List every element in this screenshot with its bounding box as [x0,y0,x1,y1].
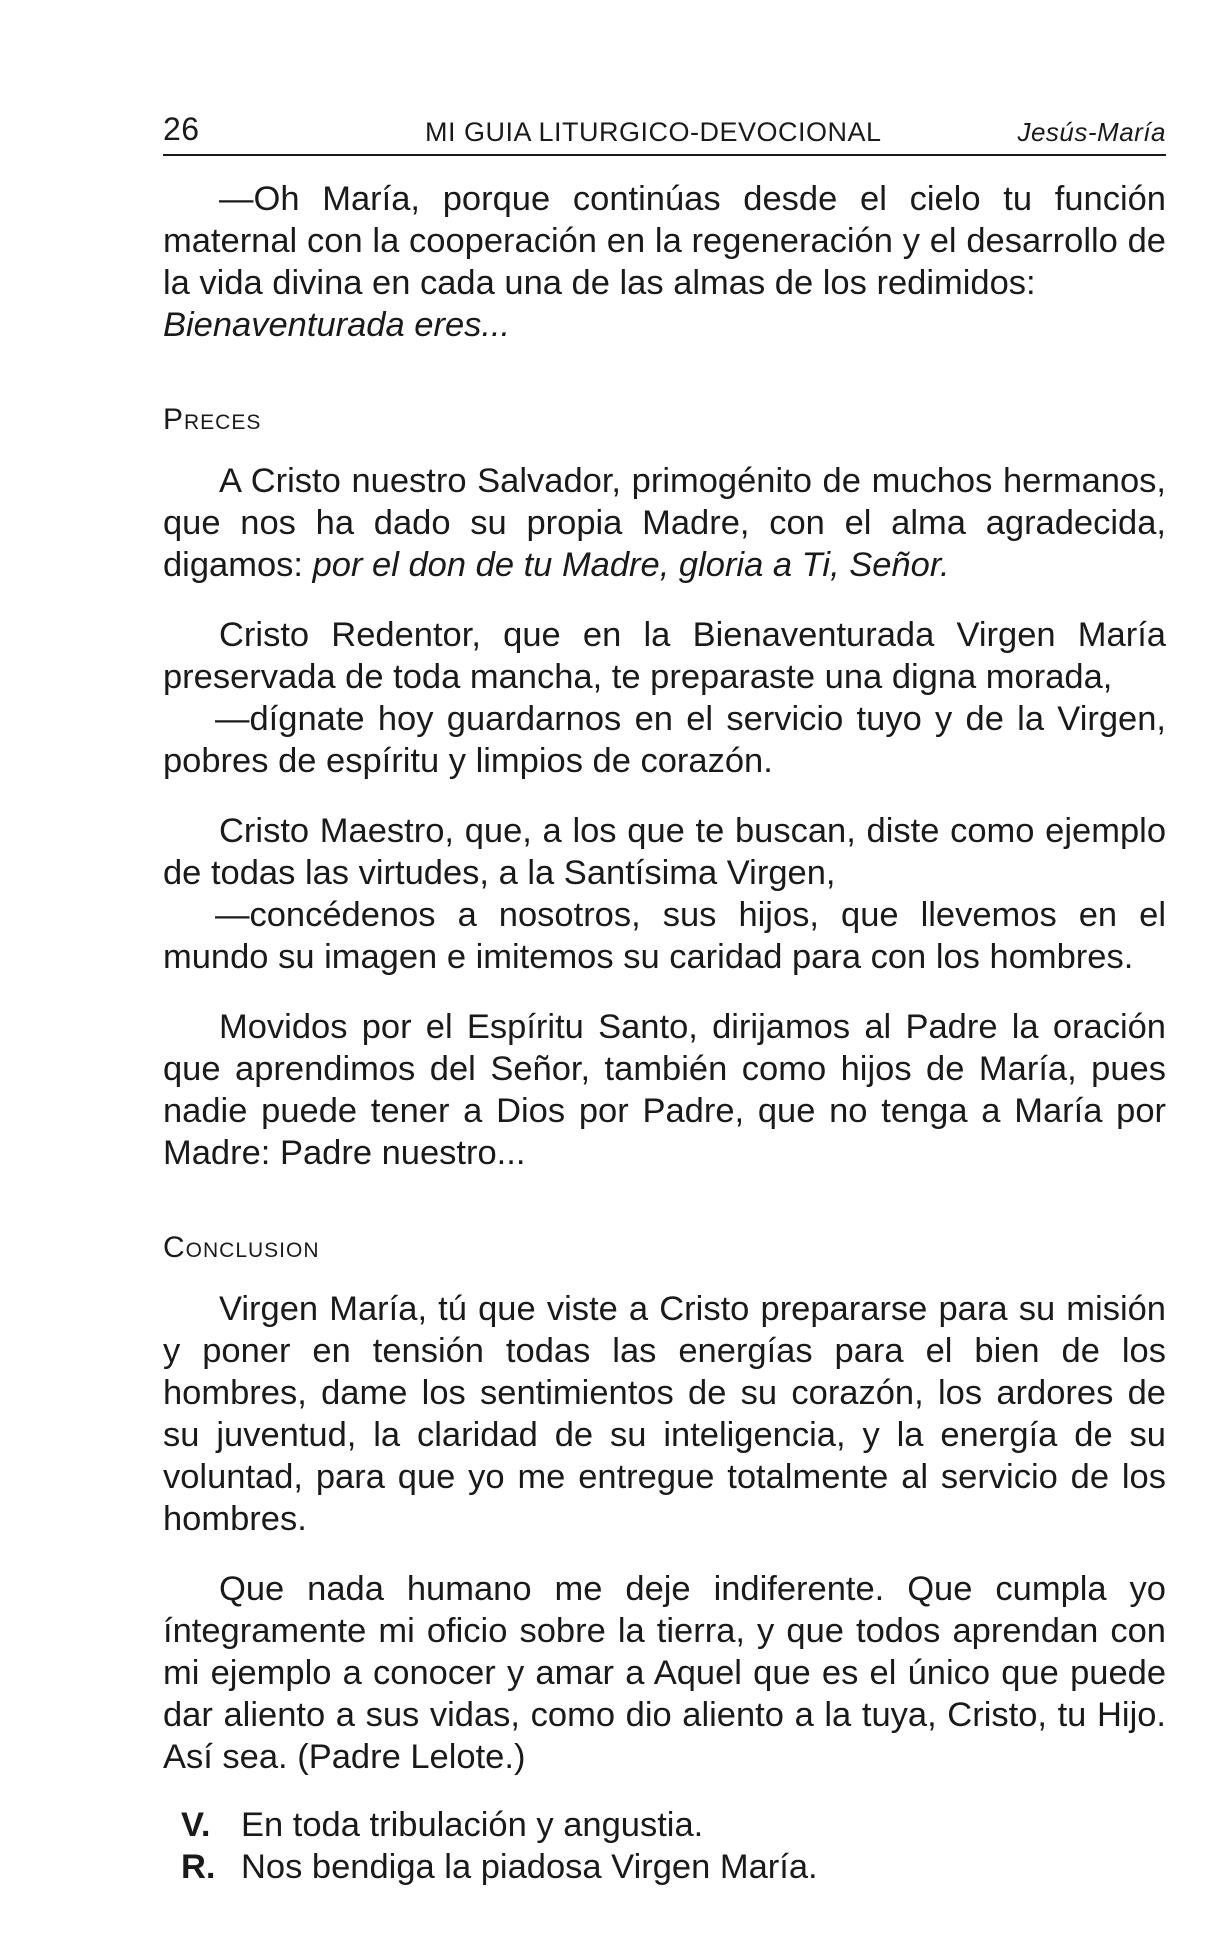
preces-intro-text: A Cristo nuestro Salvador, primogénito de muchos hermanos, que nos ha dado su propia Madre, con el alma agradecida, digamos: [163,462,1166,584]
header-author: Jesús-María [1017,117,1166,147]
section-heading-conclusion: Conclusion [163,1231,320,1264]
preces-intro-response: por el don de tu Madre, gloria a Ti, Señor. [312,546,950,584]
petition-2-text: Cristo Maestro, que, a los que te buscan, diste como ejemplo de todas las virtudes, a la Santísima Virgen, [163,812,1166,892]
book-title: MI GUIA LITURGICO-DEVOCIONAL [425,117,882,147]
versicle-text: En toda tribulación y angustia. [241,1806,704,1844]
page-number: 26 [163,111,200,147]
conclusion-paragraph-1: Virgen María, tú que viste a Cristo prepararse para su misión y poner en tensión todas las energías para el bien de los hombres, dame los sentimientos de su corazón, los ardores de su juventud, la claridad de su inteligencia, y la energía de su voluntad, para que yo me entregue totalmente al servicio de los hombres. [163,1290,1166,1538]
petition-1-response: —dígnate hoy guardarnos en el servicio tuyo y de la Virgen, pobres de espíritu y limpios de corazón. [163,700,1166,780]
petition-2-response: —concédenos a nosotros, sus hijos, que llevemos en el mundo su imagen e imitemos su caridad para con los hombres. [163,896,1166,976]
responsory-symbol: R. [181,1848,216,1886]
opening-paragraph [163,178,1166,346]
book-page [163,108,1166,1888]
responsory-text: Nos bendiga la piadosa Virgen María. [241,1848,818,1886]
petition-2 [163,810,1166,894]
petition-1-text: Cristo Redentor, que en la Bienaventurada Virgen María preservada de toda mancha, te preparaste una digna morada, [163,616,1166,696]
section-heading-preces: Preces [163,403,262,436]
versicle-line [163,1804,1166,1846]
conclusion-paragraph-2: Que nada humano me deje indiferente. Que cumpla yo íntegramente mi oficio sobre la tierra, y que todos aprendan con mi ejemplo a conocer y amar a Aquel que es el único que puede dar aliento a sus vidas, como dio aliento a la tuya, Cristo, tu Hijo. Así sea. (Padre Lelote.) [163,1570,1166,1776]
responsory-line [163,1846,1166,1888]
versicle-responsory [163,1804,1166,1888]
running-header [163,108,1166,156]
preces-intro [163,460,1166,586]
petition-1 [163,614,1166,698]
opening-text: —Oh María, porque continúas desde el cielo tu función maternal con la cooperación en la regeneración y el desarrollo de la vida divina en cada una de las almas de los redimidos: [163,180,1166,302]
preces-closing: Movidos por el Espíritu Santo, dirijamos al Padre la oración que aprendimos del Señor, también como hijos de María, pues nadie puede tener a Dios por Padre, que no tenga a María por Madre: Padre nuestro... [163,1008,1166,1172]
versicle-symbol: V. [181,1806,211,1844]
opening-response: Bienaventurada eres... [163,306,511,344]
